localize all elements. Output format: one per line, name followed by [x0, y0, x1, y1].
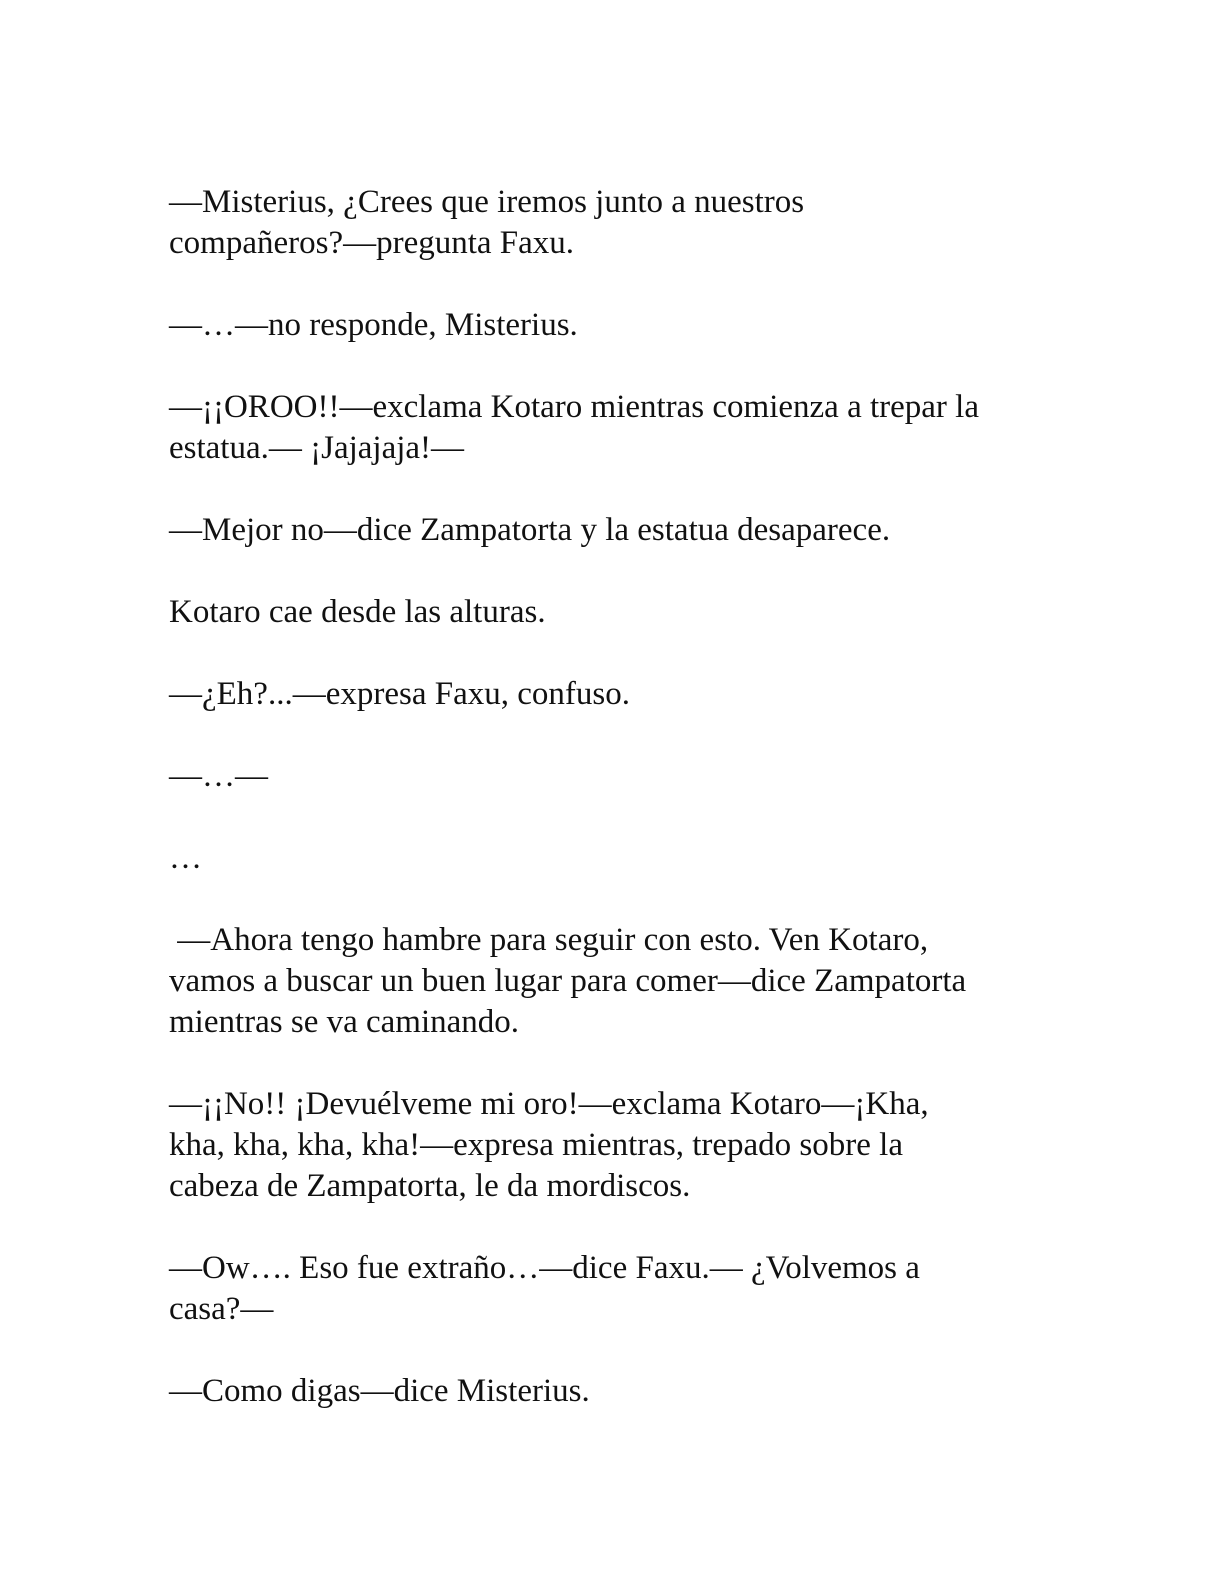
paragraph-6: —¿Eh?...—expresa Faxu, confuso. — [169, 676, 630, 712]
paragraph-2: —…—no responde, Misterius. — [169, 307, 578, 343]
paragraph-8: … — [169, 840, 202, 876]
paragraph-3: —¡¡OROO!!—exclama Kotaro mientras comienza a trepar la estatua.— ¡Jajajaja!— — [169, 389, 979, 466]
paragraph-7: —…— — [169, 758, 268, 794]
paragraph-9: —Ahora tengo hambre para seguir con esto. Ven Kotaro, vamos a buscar un buen lugar para comer—dice Zampatorta mientras se va caminando. — [169, 922, 967, 1040]
paragraph-4: —Mejor no—dice Zampatorta y la estatua desaparece. — [169, 512, 891, 548]
paragraph-10: —¡¡No!! ¡Devuélveme mi oro!—exclama Kotaro—¡Kha, kha, kha, kha, kha!—expresa mientras, trepado sobre la cabeza de Zampatorta, le da mordiscos. — [169, 1086, 929, 1204]
story-text — [169, 182, 1069, 1453]
paragraph-11: —Ow…. Eso fue extraño…—dice Faxu.— ¿Volvemos a casa?— — [169, 1250, 920, 1327]
paragraph-5: Kotaro cae desde las alturas. — [169, 594, 546, 630]
paragraph-12: —Como digas—dice Misterius. — [169, 1373, 590, 1409]
paragraph-1: —Misterius, ¿Crees que iremos junto a nuestros compañeros?—pregunta Faxu. — [169, 184, 805, 261]
